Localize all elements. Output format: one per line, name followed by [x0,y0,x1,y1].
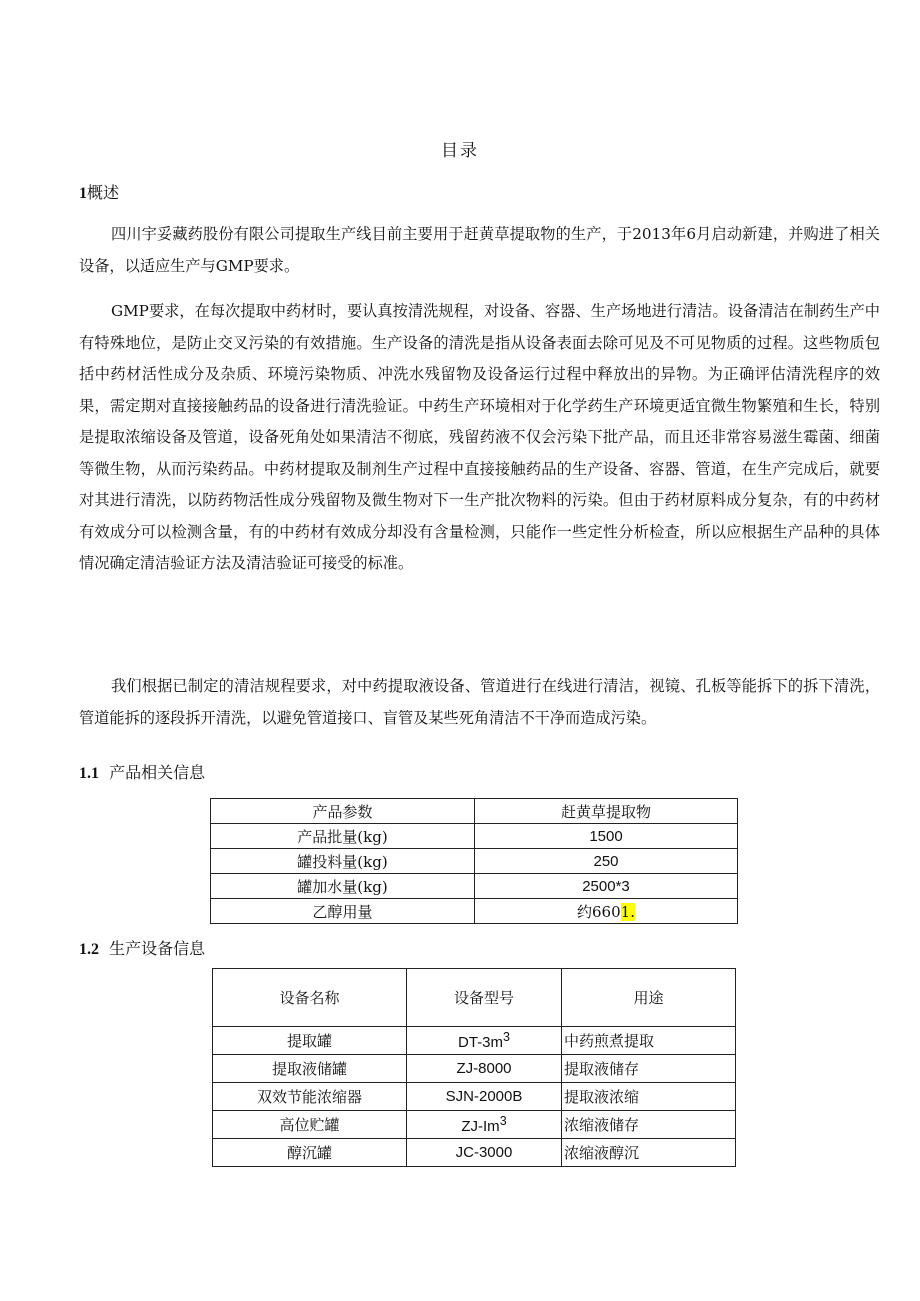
section-number: 1.2 [79,941,99,958]
section-1-1-heading [79,760,205,783]
table-cell: 醇沉罐 [213,1139,407,1167]
section-title: 产品相关信息 [109,763,206,782]
table-cell [407,1027,562,1055]
table-row [213,1083,736,1111]
table-cell: JC-3000 [407,1139,562,1167]
table-row [213,1055,736,1083]
table-row [213,1027,736,1055]
section-title: 生产设备信息 [109,939,206,958]
table-cell: 产品批量(kg) [211,824,475,849]
table-cell: 提取液储存 [562,1055,736,1083]
table-cell: 双效节能浓缩器 [213,1083,407,1111]
section-number: 1 [79,185,87,202]
superscript: 3 [503,1030,510,1044]
product-info-table [210,798,738,924]
section-number: 1.1 [79,765,99,782]
table-cell: 罐投料量(kg) [211,849,475,874]
ethanol-value: 约660 [577,902,621,921]
table-row [211,899,738,924]
table-cell: 乙醇用量 [211,899,475,924]
section-1-heading [79,180,119,203]
paragraph-gmp: GMP要求，在每次提取中药材时，要认真按清洗规程，对设备、容器、生产场地进行清洁。设备清洁在制药生产中有特殊地位，是防止交叉污染的有效措施。生产设备的清洗是指从设备表面去除可见及不可见物质的过程。这些物质包括中药材活性成分及杂质、环境污染物质、冲洗水残留物及设备运行过程中释放出的异物。为正确评估清洗程序的效果，需定期对直接接触药品的设备进行清洗验证。中药生产环境相对于化学药生产环境更适宜微生物繁殖和生长，特别是提取浓缩设备及管道，设备死角处如果清洁不彻底，残留药液不仅会污染下批产品，而且还非常容易滋生霉菌、细菌等微生物，从而污染药品。中药材提取及制剂生产过程中直接接触药品的生产设备、容器、管道，在生产完成后，就要对其进行清洗，以防药物活性成分残留物及微生物对下一生产批次物料的污染。但由于药材原料成分复杂，有的中药材有效成分可以检测含量，有的中药材有效成分却没有含量检测，只能作一些定性分析检查，所以应根据生产品种的具体情况确定清洁验证方法及清洁验证可接受的标准。 [79,302,880,572]
table-header-cell: 用途 [562,969,736,1027]
table-row [211,799,738,824]
section-1-2-heading [79,936,205,959]
table-cell: 中药煎煮提取 [562,1027,736,1055]
table-cell [407,1111,562,1139]
table-row [211,849,738,874]
model-text: DT-3m [458,1034,504,1051]
table-cell: ZJ-8000 [407,1055,562,1083]
table-cell: 产品参数 [211,799,475,824]
table-cell: 赶黄草提取物 [475,799,738,824]
table-cell: SJN-2000B [407,1083,562,1111]
table-cell: 250 [475,849,738,874]
superscript: 3 [499,1114,507,1128]
table-cell: 提取液浓缩 [562,1083,736,1111]
model-text: ZJ-Im [461,1118,500,1135]
table-row [211,824,738,849]
table-cell: 提取液储罐 [213,1055,407,1083]
paragraph-cleaning: 我们根据已制定的清洁规程要求，对中药提取液设备、管道进行在线进行清洁，视镜、孔板等能拆下的拆下清洗，管道能拆的逐段拆开清洗，以避免管道接口、盲管及某些死角清洁不干净而造成污染。 [79,677,880,727]
table-header-cell: 设备名称 [213,969,407,1027]
toc-title: 目录 [441,141,479,161]
table-cell: 浓缩液储存 [562,1111,736,1139]
table-cell: 2500*3 [475,874,738,899]
table-cell: 罐加水量(kg) [211,874,475,899]
table-cell: 高位贮罐 [213,1111,407,1139]
table-row [213,1111,736,1139]
section-title: 概述 [87,183,120,202]
equipment-info-table [212,968,736,1167]
table-cell: 1500 [475,824,738,849]
table-row [213,1139,736,1167]
table-row [211,874,738,899]
table-header-row [213,969,736,1027]
paragraph-intro: 四川宇妥藏药股份有限公司提取生产线目前主要用于赶黄草提取物的生产，于2013年6月启动新建，并购进了相关设备，以适应生产与GMP要求。 [79,225,880,275]
table-cell: 提取罐 [213,1027,407,1055]
table-cell [475,899,738,924]
table-header-cell: 设备型号 [407,969,562,1027]
highlighted-text: 1. [620,902,635,921]
table-cell: 浓缩液醇沉 [562,1139,736,1167]
